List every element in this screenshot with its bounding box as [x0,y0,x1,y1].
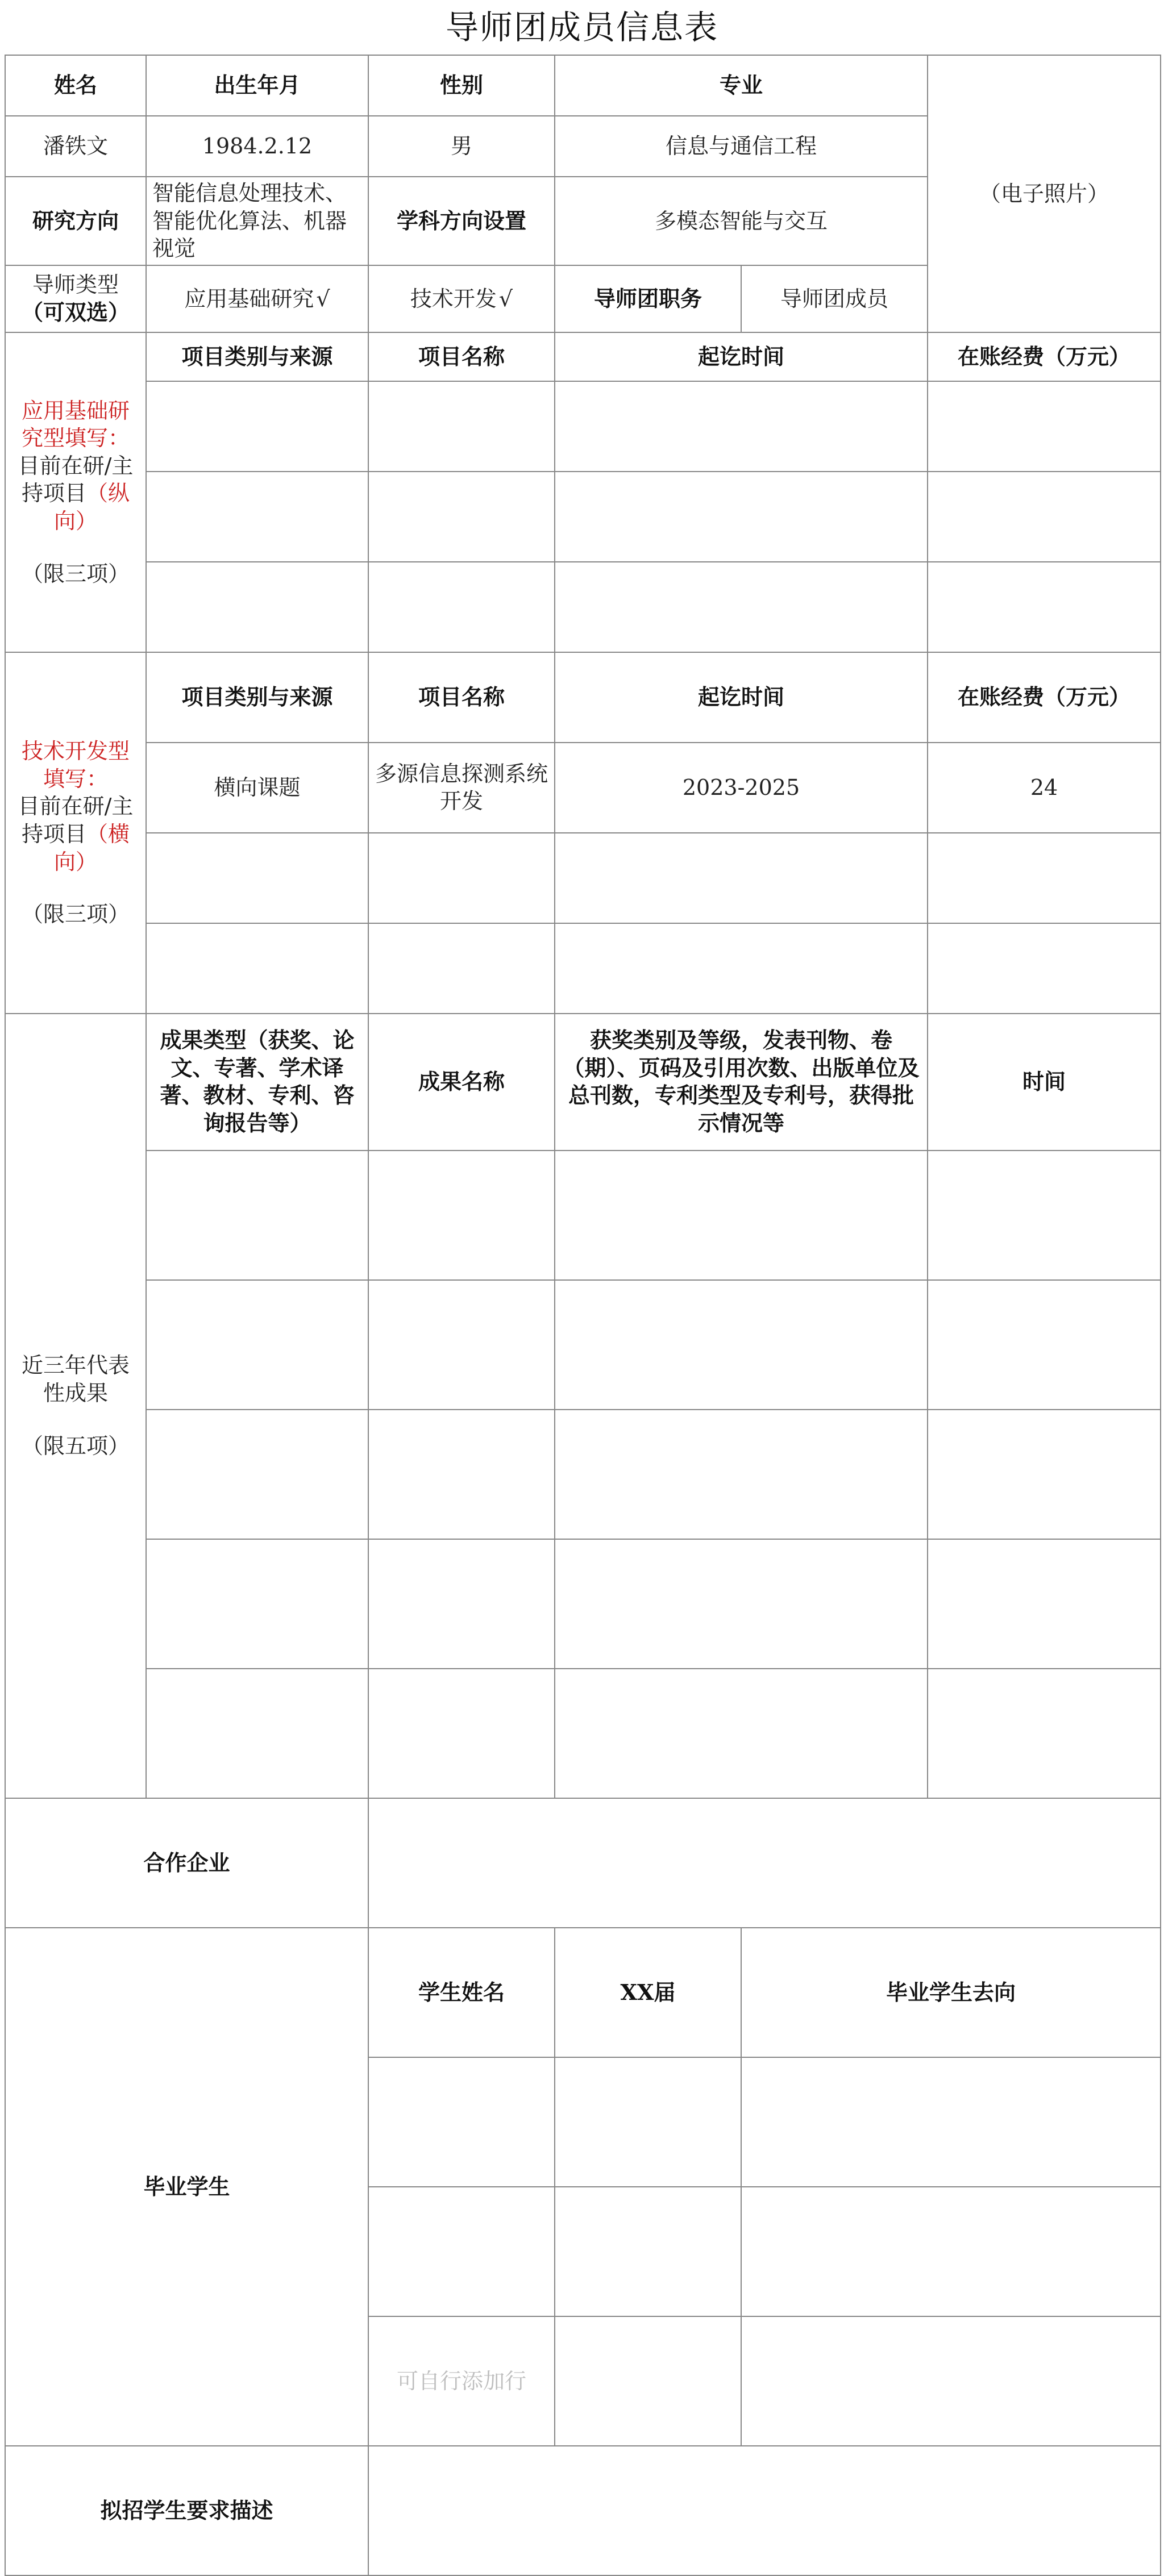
graduates-label: 毕业学生 [5,1928,368,2446]
research-value[interactable]: 智能信息处理技术、智能优化算法、机器视觉 [146,177,368,265]
mentor-type-tech-option[interactable]: 技术开发 √ [368,265,555,332]
table-row [5,472,1161,562]
requirements-label: 拟招学生要求描述 [5,2446,368,2575]
project-name-cell[interactable]: 多源信息探测系统开发 [368,743,555,833]
basic-projects-side-label: 应用基础研究型填写： 目前在研/主持项目（纵向） （限三项） [5,332,146,652]
birth-value[interactable]: 1984.2.12 [146,116,368,177]
table-row [5,923,1161,1014]
student-name-header: 学生姓名 [368,1928,555,2057]
role-value[interactable]: 导师团成员 [741,265,928,332]
check-mark-icon: √ [498,286,513,311]
project-period-header: 起讫时间 [555,652,928,743]
project-funds-cell[interactable]: 24 [928,743,1161,833]
achievement-time-header: 时间 [928,1014,1161,1151]
table-row [5,833,1161,923]
project-source-cell[interactable]: 横向课题 [146,743,368,833]
research-label: 研究方向 [5,177,146,265]
project-funds-header: 在账经费（万元） [928,332,1161,381]
gender-label: 性别 [368,55,555,116]
major-label: 专业 [555,55,928,116]
cooperation-value[interactable] [368,1798,1161,1928]
mentor-info-table [5,55,1161,2576]
table-row [5,562,1161,652]
add-row-hint[interactable]: 可自行添加行 [368,2316,555,2446]
mentor-type-label: 导师类型 （可双选） [5,265,146,332]
major-value[interactable]: 信息与通信工程 [555,116,928,177]
name-label: 姓名 [5,55,146,116]
student-class-header: XX届 [555,1928,741,2057]
birth-label: 出生年月 [146,55,368,116]
check-mark-icon: √ [316,286,330,311]
project-source-header: 项目类别与来源 [146,332,368,381]
form-title: 导师团成员信息表 [445,8,718,47]
role-label: 导师团职务 [555,265,741,332]
table-row [5,1151,1161,1280]
achievements-side-label: 近三年代表性成果 （限五项） [5,1014,146,1798]
project-name-header: 项目名称 [368,332,555,381]
table-row [5,1669,1161,1798]
tech-projects-side-label: 技术开发型填写： 目前在研/主持项目（横向） （限三项） [5,652,146,1014]
table-row [5,1280,1161,1410]
requirements-value[interactable] [368,2446,1161,2575]
table-row [5,743,1161,833]
achievement-name-header: 成果名称 [368,1014,555,1151]
discipline-value[interactable]: 多模态智能与交互 [555,177,928,265]
project-funds-header: 在账经费（万元） [928,652,1161,743]
project-period-cell[interactable]: 2023-2025 [555,743,928,833]
table-row [5,1410,1161,1539]
project-period-header: 起讫时间 [555,332,928,381]
project-name-header: 项目名称 [368,652,555,743]
gender-value[interactable]: 男 [368,116,555,177]
discipline-label: 学科方向设置 [368,177,555,265]
photo-cell[interactable]: （电子照片） [928,55,1161,332]
table-row [5,381,1161,472]
table-row [5,1539,1161,1669]
mentor-type-basic-option[interactable]: 应用基础研究 √ [146,265,368,332]
project-source-header: 项目类别与来源 [146,652,368,743]
student-destination-header: 毕业学生去向 [741,1928,1161,2057]
achievement-detail-header: 获奖类别及等级，发表刊物、卷（期）、页码及引用次数、出版单位及总刊数，专利类型及专利号，获得批示情况等 [555,1014,928,1151]
cooperation-label: 合作企业 [5,1798,368,1928]
achievement-type-header: 成果类型（获奖、论文、专著、学术译著、教材、专利、咨询报告等） [146,1014,368,1151]
name-value[interactable]: 潘铁文 [5,116,146,177]
